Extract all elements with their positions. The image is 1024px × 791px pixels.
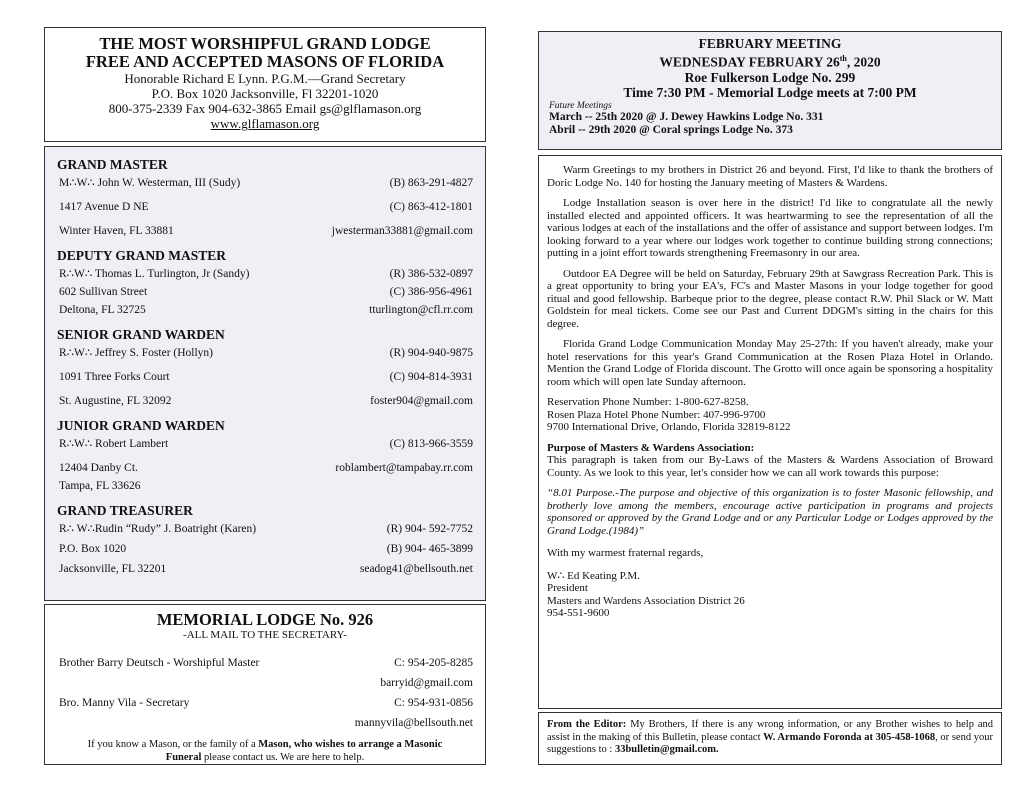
officer-row — [59, 394, 473, 408]
editor-email-link[interactable]: 33bulletin@gmail.com. — [614, 744, 719, 755]
editor-text: My Brothers, If there is any wrong information, or any Brother wishes to help and assist in the making of this Bulletin, please contact — [547, 719, 994, 743]
officers-directory — [44, 146, 486, 601]
officer-right: (C) 386-956-4961 — [389, 286, 473, 298]
officer-right: (R) 904- 592-7752 — [386, 523, 473, 535]
memorial-right: C: 954-931-0856 — [394, 697, 473, 709]
officer-email[interactable]: roblambert@tampabay.rr.com — [335, 462, 473, 474]
memorial-lodge-box — [44, 604, 486, 765]
officer-right: (B) 863-291-4827 — [389, 177, 473, 189]
memorial-note-bold1: Mason, who wishes to arrange a Masonic — [258, 739, 443, 750]
signature-org: Masters and Wardens Association District 26 — [547, 594, 745, 607]
officer-left: Jacksonville, FL 32201 — [59, 563, 167, 575]
hotel-address: 9700 International Drive, Orlando, Florida 32819-8122 — [547, 421, 791, 433]
meeting-date — [539, 51, 1001, 70]
memorial-note-pre: If you know a Mason, or the family of a — [87, 739, 259, 750]
purpose-section — [547, 442, 993, 480]
memorial-row — [59, 716, 473, 730]
editor-note — [538, 712, 1002, 765]
officer-row — [59, 370, 473, 384]
meeting-month: FEBRUARY MEETING — [698, 36, 842, 51]
officer-left: St. Augustine, FL 32092 — [59, 395, 172, 407]
purpose-heading: Purpose of Masters & Wardens Association: — [547, 441, 755, 454]
section-title: JUNIOR GRAND WARDEN — [57, 418, 225, 433]
editor-label: From the Editor: — [547, 719, 627, 730]
meeting-host-lodge: Roe Fulkerson Lodge No. 299 — [684, 69, 856, 85]
officer-row — [59, 479, 473, 493]
officer-row — [59, 437, 473, 451]
officer-left: R∴ W∴Rudin “Rudy” J. Boatright (Karen) — [59, 523, 257, 535]
memorial-note-post: please contact us. We are here to help. — [201, 752, 365, 763]
officer-row — [59, 562, 473, 576]
section-title: GRAND MASTER — [57, 157, 168, 172]
signature-name: W∴ Ed Keating P.M. — [547, 569, 640, 582]
section-title: DEPUTY GRAND MASTER — [57, 248, 227, 263]
grand-lodge-title-2: FREE AND ACCEPTED MASONS OF FLORIDA — [85, 52, 445, 71]
grand-lodge-contact: 800-375-2339 Fax 904-632-3865 Email gs@glflamason.org — [108, 101, 422, 116]
officer-left: M∴W∴ John W. Westerman, III (Sudy) — [59, 177, 241, 189]
officer-email[interactable]: tturlington@cfl.rr.com — [369, 304, 473, 316]
officer-row — [59, 224, 473, 238]
meeting-header — [538, 31, 1002, 150]
grand-lodge-website-link[interactable]: www.glflamason.org — [210, 116, 320, 131]
officer-row — [59, 200, 473, 214]
officer-right: (C) 904-814-3931 — [389, 371, 473, 383]
editor-text-2: , or send your suggestions to : — [547, 731, 993, 755]
closing-line: With my warmest fraternal regards, — [547, 547, 704, 559]
grand-lodge-address: P.O. Box 1020 Jacksonville, Fl 32201-1020 — [151, 86, 379, 101]
memorial-note — [57, 738, 473, 764]
article-paragraph: Warm Greetings to my brothers in District 26 and beyond. First, I'd like to thank the brothers of Doric Lodge No. 140 for hosting the January meeting of Masters & Wardens. — [547, 164, 993, 189]
memorial-title: MEMORIAL LODGE No. 926 — [156, 610, 374, 629]
grand-secretary: Honorable Richard E Lynn. P.G.M.—Grand Secretary — [124, 71, 406, 86]
officer-email[interactable]: foster904@gmail.com — [370, 395, 473, 407]
grand-lodge-title-1: THE MOST WORSHIPFUL GRAND LODGE — [99, 34, 431, 53]
future-meeting-item: Abril -- 29th 2020 @ Coral springs Lodge No. 373 — [549, 123, 793, 136]
officer-left: P.O. Box 1020 — [59, 543, 127, 555]
officer-right: (C) 863-412-1801 — [389, 201, 473, 213]
officer-email[interactable]: jwesterman33881@gmail.com — [331, 225, 473, 237]
meeting-date-pre: WEDNESDAY FEBRUARY 26 — [659, 54, 840, 70]
grand-lodge-header — [44, 27, 486, 142]
reservation-info — [547, 396, 993, 434]
section-title: GRAND TREASURER — [57, 503, 193, 518]
memorial-email[interactable]: mannyvila@bellsouth.net — [354, 717, 473, 729]
memorial-subtitle: -ALL MAIL TO THE SECRETARY- — [183, 629, 347, 641]
memorial-right: C: 954-205-8285 — [394, 657, 473, 669]
officer-left: R∴W∴ Thomas L. Turlington, Jr (Sandy) — [59, 268, 250, 280]
bylaws-quote: “8.01 Purpose.-The purpose and objective of this organization is to foster Masonic fellowship, and brotherly love among the members, encourage active participation in programs and projects sponsored or approved by the Grand Lodge and or any Particular Lodge or Lodges approved by the Grand Lodge.(1984)” — [547, 487, 993, 537]
meeting-time: Time 7:30 PM - Memorial Lodge meets at 7:00 PM — [623, 84, 917, 100]
officer-row — [59, 267, 473, 281]
memorial-left: Brother Barry Deutsch - Worshipful Master — [59, 657, 260, 669]
article-paragraph: Florida Grand Lodge Communication Monday May 25-27th: If you haven't already, make your hotel reservations for this year's Grand Communication at the Rosen Plaza Hotel in Orlando. Mention the Grand Lodge of Florida discount. The Grotto will once again be sponsoring a hospitality room which will open late Sunday afternoon. — [547, 338, 993, 388]
meeting-date-post: , 2020 — [846, 54, 881, 70]
future-meeting-item: March -- 25th 2020 @ J. Dewey Hawkins Lodge No. 331 — [549, 110, 824, 123]
officer-row — [59, 461, 473, 475]
signature-phone: 954-551-9600 — [547, 607, 610, 619]
reservation-phone: Reservation Phone Number: 1-800-627-8258. — [547, 396, 749, 408]
purpose-text: This paragraph is taken from our By-Laws of the Masters & Wardens Association of Broward County. As we look to this year, let's consider how we can all work towards this purpose: — [547, 454, 993, 479]
officer-left: 1091 Three Forks Court — [59, 371, 170, 383]
article-paragraph: Lodge Installation season is over here in the district! I'd like to congratulate all the newly installed elected and appointed officers. It was heartwarming to see the representation of all the various lodges at each of the installations and the offer of assistance and support between lodges. I'm looking forward to a year where our lodges work together to continue building strong connections; putting in a joint effort towards strengthening Freemasonry in our area. — [547, 197, 993, 259]
officer-left: Winter Haven, FL 33881 — [59, 225, 174, 237]
officer-left: 602 Sullivan Street — [59, 286, 148, 298]
officer-row — [59, 303, 473, 317]
section-title: SENIOR GRAND WARDEN — [57, 327, 225, 342]
officer-right: (C) 813-966-3559 — [389, 438, 473, 450]
officer-right: (R) 904-940-9875 — [389, 347, 473, 359]
officer-email[interactable]: seadog41@bellsouth.net — [359, 563, 473, 575]
officer-left: Deltona, FL 32725 — [59, 304, 146, 316]
meeting-date-sup: th — [839, 54, 847, 63]
editor-contact: W. Armando Foronda at 305-458-1068 — [763, 731, 936, 743]
memorial-left: Bro. Manny Vila - Secretary — [59, 697, 190, 709]
memorial-row — [59, 696, 473, 710]
memorial-note-bold2: Funeral — [165, 752, 202, 763]
future-meetings-label: Future Meetings — [549, 100, 612, 111]
memorial-row — [59, 676, 473, 690]
officer-row — [59, 346, 473, 360]
officer-left: Tampa, FL 33626 — [59, 480, 141, 492]
memorial-email[interactable]: barryid@gmail.com — [380, 677, 473, 689]
officer-row — [59, 542, 473, 556]
officer-left: R∴W∴ Jeffrey S. Foster (Hollyn) — [59, 347, 213, 359]
signature-title: President — [547, 582, 588, 594]
article-paragraph: Outdoor EA Degree will be held on Saturday, February 29th at Sawgrass Recreation Park. This is a great opportunity to bring your EA's, FC's and Master Masons in your lodge together for good ritual and good fellowship. Barbeque prior to the degree, please contact R.W. Phil Slack or W. Matt Goldstein for meal tickets. Come see our Past and Current DDGM's sitting in the chairs for this degree. — [547, 267, 993, 330]
officer-left: 12404 Danby Ct. — [59, 462, 138, 474]
memorial-row — [59, 656, 473, 670]
hotel-phone: Rosen Plaza Hotel Phone Number: 407-996-9700 — [547, 408, 766, 421]
officer-row — [59, 176, 473, 190]
signature-block — [547, 570, 993, 620]
officer-right: (R) 386-532-0897 — [389, 268, 473, 280]
officer-row — [59, 522, 473, 536]
officer-row — [59, 285, 473, 299]
officer-right: (B) 904- 465-3899 — [386, 543, 473, 555]
officer-left: R∴W∴ Robert Lambert — [59, 438, 169, 450]
article-body — [538, 155, 1002, 709]
officer-left: 1417 Avenue D NE — [59, 201, 149, 213]
